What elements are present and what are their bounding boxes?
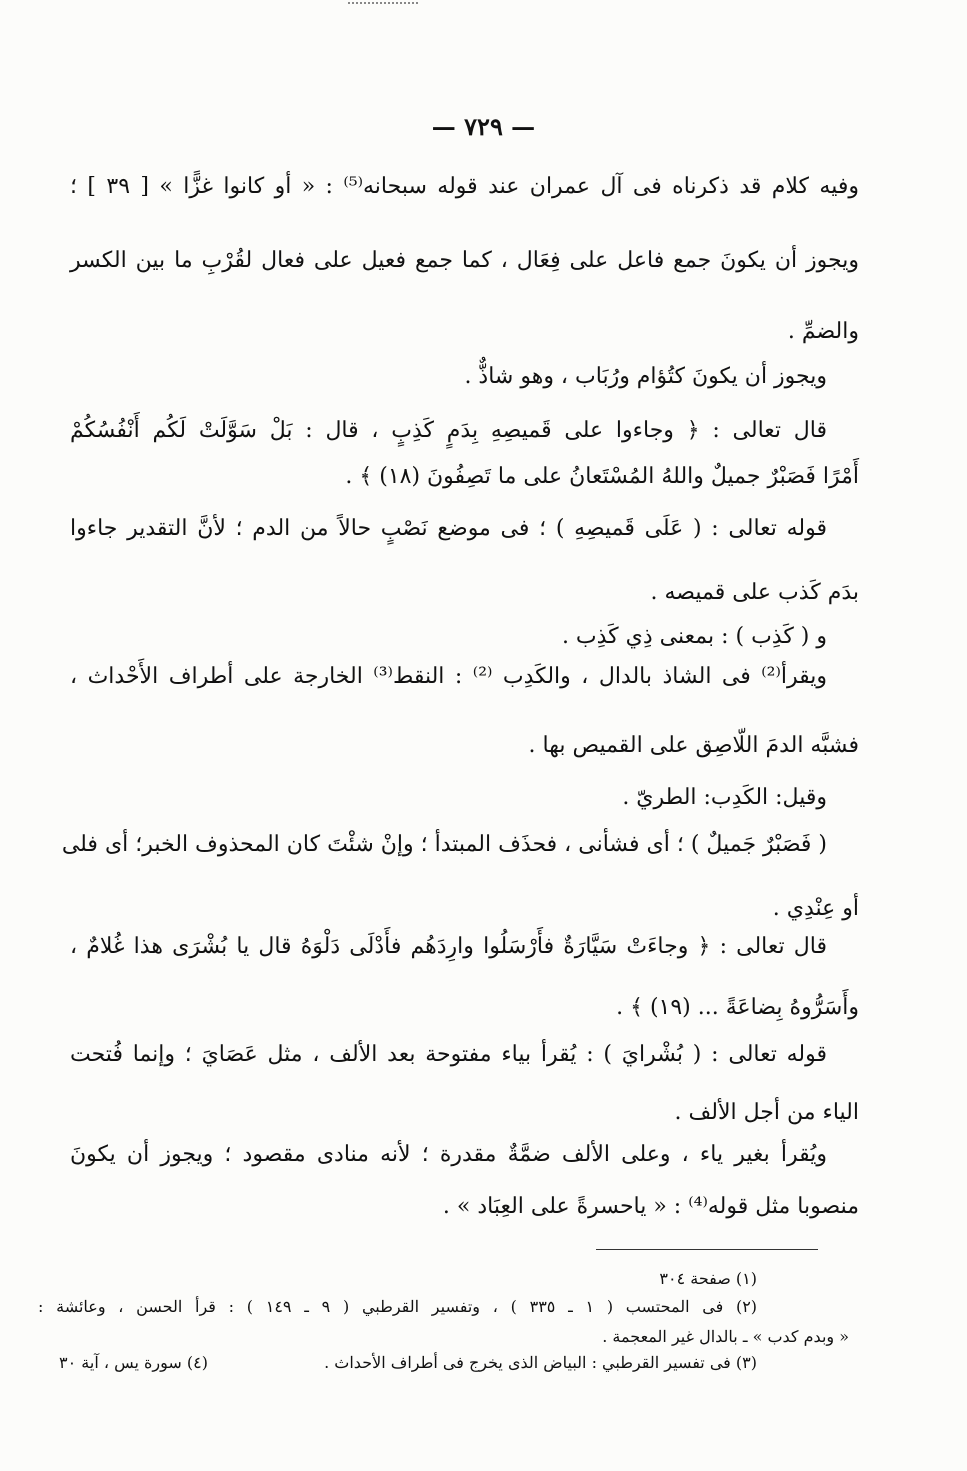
footnote-1: (١) صفحة ٣٠٤ xyxy=(659,1269,757,1288)
text-line-17: قوله تعالى : ( بُشْرايَ ) : يُقرأ بياء مفتوحة بعد الألف ، مثل عَصَايَ ؛ وإنما فُتحت xyxy=(70,1042,827,1067)
text-line-13: ( فَصَبْرٌ جَميلٌ ) ؛ أى فشأنى ، فحذَف المبتدأ ؛ وإنْ شئْتَ كان المحذوف الخبر؛ أى فلى xyxy=(61,832,827,857)
footnote-3: (٣) فى تفسير القرطبي : البياض الذى يخرج فى أطراف الأحداث . xyxy=(324,1353,757,1372)
text-line-11: فشبَّه الدمَ اللّاصِق على القميص بها . xyxy=(528,733,859,758)
footnote-separator xyxy=(596,1249,818,1250)
text-line-4: ويجوز أن يكونَ كتُؤام ورُبَاب ، وهو شاذٌّ . xyxy=(464,364,827,389)
text-line-1: وفيه كلام قد ذكرناه فى آل عمران عند قوله سبحانه⁽⁵⁾ : « أو كانوا غزًّا » [ ٣٩ ] ؛ xyxy=(70,174,859,199)
text-line-16: وأَسَرُّوهُ بِضاعَةً ... (١٩) ﴾ . xyxy=(616,995,859,1020)
text-line-7: قوله تعالى : ( عَلَى قَميصِهِ ) ؛ فى موضع نَصْبٍ حالاً من الدم ؛ لأنَّ التقدير جاءوا xyxy=(70,516,827,541)
text-line-6: أَمْرًا فَصَبْرٌ جميلٌ واللهُ المُسْتَعانُ على ما تَصِفُونَ (١٨) ﴾ . xyxy=(345,464,859,489)
text-line-2: ويجوز أن يكونَ جمع فاعل على فِعَال ، كما جمع فعيل على فعال لقُرْبِ ما بين الكسر xyxy=(70,248,859,273)
text-line-18: الياء من أجل الألف . xyxy=(674,1100,859,1125)
text-line-12: وقيل: الكَدِب: الطريّ . xyxy=(622,785,827,810)
text-line-10: ويقرأ⁽²⁾ فى الشاذ بالدال ، والكَدِب ⁽²⁾ : النقط⁽³⁾ الخارجة على أطراف الأَحْداث ، xyxy=(70,664,828,689)
text-line-5: قال تعالى : ﴿ وجاءوا على قَميصِهِ بِدَمٍ كَذِبٍ ، قال : بَلْ سَوَّلَتْ لَكُم أَنْفُسُكُمْ xyxy=(70,418,827,443)
text-line-15: قال تعالى : ﴿ وجاءَتْ سَيَّارَةٌ فأَرْسَلُوا وارِدَهُم فأَدْلَى دَلْوَهُ قال يا بُشْرَى هذا غُلامٌ ، xyxy=(70,934,827,959)
page-number: — ٧٢٩ — xyxy=(431,112,536,141)
footnote-2-cont: « وبدم كدب » ـ بالدال غير المعجمة . xyxy=(602,1327,849,1346)
text-line-19: ويُقرأ بغير ياء ، وعلى الألف ضمَّةٌ مقدرة ؛ لأنه منادى مقصود ؛ ويجوز أن يكونَ xyxy=(70,1142,827,1167)
text-line-20: منصوبا مثل قوله⁽⁴⁾ : « ياحسرةً على العِبَاد » . xyxy=(442,1194,859,1219)
text-line-14: أو عِنْدِي . xyxy=(772,896,859,921)
text-line-3: والضمِّ . xyxy=(787,319,859,344)
footnote-2: (٢) فى المحتسب ( ١ ـ ٣٣٥ ) ، وتفسير القرطبي ( ٩ ـ ١٤٩ ) : قرأ الحسن ، وعائشة : xyxy=(38,1297,758,1316)
footnote-4: (٤) سورة يس ، آية ٣٠ xyxy=(59,1353,208,1372)
scan-artifact xyxy=(348,2,418,8)
text-line-9: و ( كَذِب ) : بمعنى ذِي كَذِب . xyxy=(561,624,827,649)
text-line-8: بدَم كَذب على قميصه . xyxy=(650,580,859,605)
